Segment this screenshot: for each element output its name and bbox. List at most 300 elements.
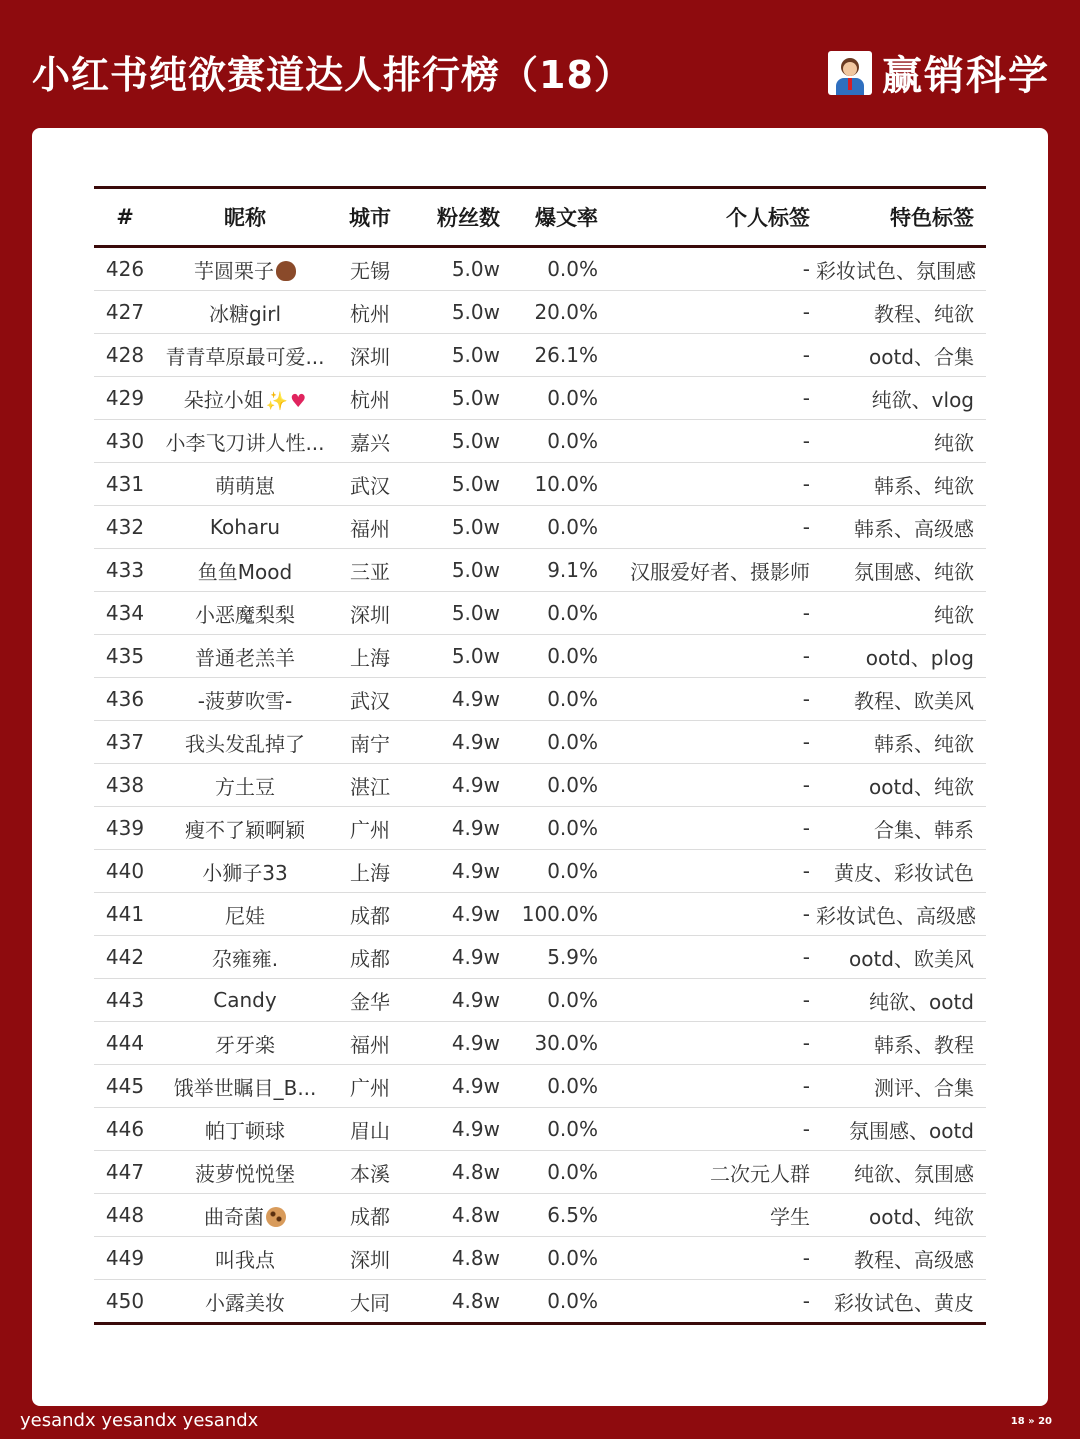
cell-city (334, 1194, 406, 1237)
table-row (94, 592, 986, 635)
cell-personal-tags-text: - (802, 300, 810, 324)
cell-city-text: 成都 (350, 903, 390, 928)
cell-viral-rate-text: 30.0% (534, 1031, 598, 1055)
cell-nickname (156, 764, 334, 807)
table-row (94, 678, 986, 721)
table-row (94, 850, 986, 893)
cell-viral-rate (510, 1237, 606, 1280)
cell-nickname (156, 377, 334, 420)
cell-rank (94, 549, 156, 592)
cell-city-text: 无锡 (350, 258, 390, 283)
cell-city-text: 深圳 (350, 602, 390, 627)
cell-nickname (156, 1065, 334, 1108)
cell-city-text: 嘉兴 (350, 430, 390, 455)
column-header-rank: # (116, 205, 134, 229)
cell-rank-text: 445 (105, 1074, 145, 1098)
cell-rank (94, 1280, 156, 1324)
cell-nickname (156, 592, 334, 635)
cell-viral-rate-text: 0.0% (547, 386, 598, 410)
cell-city-text: 广州 (350, 817, 390, 842)
cell-rank-text: 429 (105, 386, 145, 410)
cell-viral-rate (510, 1108, 606, 1151)
cell-nickname-text: 瘦不了颖啊颖 (185, 817, 305, 842)
cell-viral-rate (510, 936, 606, 979)
cell-rank (94, 764, 156, 807)
table-row (94, 334, 986, 377)
table-row (94, 1108, 986, 1151)
cell-personal-tags (606, 1237, 816, 1280)
cell-fans-text: 4.8w (451, 1289, 500, 1313)
cell-fans-text: 4.9w (451, 988, 500, 1012)
watermark: yesandx yesandx yesandx (20, 1410, 259, 1431)
column-header-feature-tags: 特色标签 (890, 206, 974, 230)
cell-feature-tags-text: 韩系、教程 (874, 1032, 974, 1057)
cell-fans-text: 5.0w (451, 386, 500, 410)
cell-personal-tags-text: - (802, 902, 810, 926)
cell-rank-text: 440 (105, 859, 145, 883)
cell-city (334, 549, 406, 592)
cell-city (334, 420, 406, 463)
cell-city (334, 1065, 406, 1108)
cell-rank-text: 432 (105, 515, 145, 539)
cell-personal-tags (606, 463, 816, 506)
cell-nickname (156, 463, 334, 506)
cell-personal-tags-text: - (802, 429, 810, 453)
cell-rank (94, 1108, 156, 1151)
cell-fans-text: 4.8w (451, 1160, 500, 1184)
cell-viral-rate-text: 0.0% (547, 773, 598, 797)
cell-viral-rate (510, 291, 606, 334)
cell-viral-rate-text: 0.0% (547, 515, 598, 539)
cell-fans (406, 721, 510, 764)
cell-fans (406, 850, 510, 893)
table-row (94, 247, 986, 291)
cell-fans-text: 5.0w (451, 300, 500, 324)
cell-fans-text: 4.9w (451, 730, 500, 754)
cell-feature-tags (816, 377, 986, 420)
cell-rank-text: 435 (105, 644, 145, 668)
cell-rank (94, 721, 156, 764)
cell-rank-text: 448 (105, 1203, 145, 1227)
cell-feature-tags-text: 纯欲、ootd (868, 989, 974, 1014)
table-row (94, 721, 986, 764)
cell-personal-tags (606, 807, 816, 850)
cell-fans (406, 807, 510, 850)
cell-city (334, 850, 406, 893)
cell-rank-text: 449 (105, 1246, 145, 1270)
cell-viral-rate (510, 420, 606, 463)
cell-feature-tags (816, 936, 986, 979)
cell-fans (406, 1065, 510, 1108)
cell-personal-tags (606, 850, 816, 893)
cell-nickname (156, 334, 334, 377)
cell-fans-text: 4.8w (451, 1246, 500, 1270)
cell-city (334, 1108, 406, 1151)
cell-nickname (156, 936, 334, 979)
cell-viral-rate (510, 1194, 606, 1237)
table-row (94, 635, 986, 678)
cell-feature-tags (816, 592, 986, 635)
cell-rank-text: 441 (105, 902, 145, 926)
cell-fans-text: 5.0w (451, 644, 500, 668)
cell-feature-tags (816, 1108, 986, 1151)
cell-personal-tags-text: 汉服爱好者、摄影师 (630, 559, 810, 584)
cell-personal-tags (606, 678, 816, 721)
cell-feature-tags-text: 合集、韩系 (874, 817, 974, 842)
cell-feature-tags (816, 506, 986, 549)
column-header-personal-tags: 个人标签 (726, 206, 810, 230)
cell-nickname-text: 帕丁顿球 (205, 1118, 285, 1143)
cell-viral-rate-text: 6.5% (547, 1203, 598, 1227)
cell-feature-tags-text: 纯欲、vlog (871, 387, 974, 412)
cell-feature-tags (816, 893, 986, 936)
cell-feature-tags (816, 1280, 986, 1324)
cell-nickname-text: 青青草原最可爱... (165, 344, 325, 369)
cell-city (334, 979, 406, 1022)
table-row (94, 1022, 986, 1065)
cell-feature-tags (816, 463, 986, 506)
cell-personal-tags (606, 1022, 816, 1065)
cell-feature-tags-text: 教程、高级感 (854, 1247, 974, 1272)
cell-feature-tags (816, 1237, 986, 1280)
cell-nickname (156, 721, 334, 764)
cell-feature-tags-text: 教程、欧美风 (854, 688, 974, 713)
cell-rank-text: 444 (105, 1031, 145, 1055)
cell-rank-text: 437 (105, 730, 145, 754)
cell-city (334, 592, 406, 635)
table-header-row (94, 188, 986, 247)
cell-viral-rate (510, 247, 606, 291)
cell-nickname-text: 饿举世瞩目_B... (173, 1075, 317, 1100)
cell-city (334, 1237, 406, 1280)
cell-city-text: 大同 (350, 1290, 390, 1315)
cell-viral-rate (510, 377, 606, 420)
cell-fans-text: 4.9w (451, 1117, 500, 1141)
cell-feature-tags-text: 韩系、高级感 (854, 516, 974, 541)
cell-feature-tags-text: ootd、欧美风 (848, 946, 974, 971)
cell-personal-tags (606, 549, 816, 592)
cell-nickname-text: 小恶魔梨梨 (195, 602, 295, 627)
cell-fans (406, 247, 510, 291)
cell-fans (406, 979, 510, 1022)
cell-viral-rate-text: 0.0% (547, 687, 598, 711)
cell-city (334, 377, 406, 420)
table-row (94, 1194, 986, 1237)
cell-nickname (156, 1022, 334, 1065)
cell-fans (406, 1280, 510, 1324)
cell-viral-rate (510, 1022, 606, 1065)
cell-city (334, 678, 406, 721)
cell-nickname (156, 247, 334, 291)
cell-fans-text: 4.8w (451, 1203, 500, 1227)
column-header-nickname: 昵称 (224, 206, 266, 230)
cell-personal-tags (606, 764, 816, 807)
cell-fans-text: 4.9w (451, 816, 500, 840)
cell-personal-tags-text: - (802, 1031, 810, 1055)
cell-viral-rate (510, 764, 606, 807)
cell-feature-tags (816, 1151, 986, 1194)
column-header-city: 城市 (349, 206, 391, 230)
cell-nickname-text: 叫我点 (215, 1247, 275, 1272)
cell-viral-rate-text: 20.0% (534, 300, 598, 324)
cell-nickname-text: 曲奇菌 (204, 1204, 264, 1229)
cell-nickname-text: 尼娃 (225, 903, 265, 928)
cell-personal-tags-text: - (802, 945, 810, 969)
cell-feature-tags-text: 彩妆试色、高级感 (816, 903, 976, 928)
page-indicator: 18 » 20 (1010, 1416, 1052, 1427)
cell-rank-text: 439 (105, 816, 145, 840)
cell-personal-tags-text: - (802, 601, 810, 625)
cell-nickname-text: 方土豆 (215, 774, 275, 799)
cell-fans (406, 549, 510, 592)
cell-rank (94, 420, 156, 463)
cell-nickname-text: 萌萌崽 (215, 473, 275, 498)
cell-nickname (156, 1108, 334, 1151)
cell-viral-rate-text: 0.0% (547, 988, 598, 1012)
cell-fans-text: 5.0w (451, 601, 500, 625)
cell-rank (94, 979, 156, 1022)
cell-fans (406, 678, 510, 721)
cell-feature-tags (816, 334, 986, 377)
cell-rank (94, 377, 156, 420)
table-row (94, 979, 986, 1022)
cell-fans (406, 1194, 510, 1237)
cell-nickname-text: Candy (213, 988, 277, 1012)
cell-nickname (156, 291, 334, 334)
cell-fans (406, 936, 510, 979)
cell-viral-rate (510, 1280, 606, 1324)
cell-fans (406, 463, 510, 506)
table-row (94, 1237, 986, 1280)
table-row (94, 463, 986, 506)
table-row (94, 420, 986, 463)
cell-rank-text: 426 (105, 257, 145, 281)
cell-feature-tags-text: ootd、合集 (868, 344, 974, 369)
cell-personal-tags-text: - (802, 988, 810, 1012)
cell-fans (406, 592, 510, 635)
cell-fans (406, 764, 510, 807)
cell-feature-tags-text: 氛围感、纯欲 (854, 559, 974, 584)
cell-personal-tags (606, 1151, 816, 1194)
cell-nickname-text: 鱼鱼Mood (197, 559, 293, 584)
cell-feature-tags-text: 教程、纯欲 (874, 301, 974, 326)
cell-feature-tags-text: 氛围感、ootd (848, 1118, 974, 1143)
cell-personal-tags-text: - (802, 1289, 810, 1313)
cell-personal-tags (606, 635, 816, 678)
cell-nickname-text: Koharu (209, 515, 281, 539)
cell-fans-text: 5.0w (451, 515, 500, 539)
cell-rank (94, 334, 156, 377)
cell-personal-tags (606, 420, 816, 463)
cell-city-text: 本溪 (350, 1161, 390, 1186)
ranking-table (94, 186, 986, 1325)
cell-fans-text: 5.0w (451, 472, 500, 496)
cell-city (334, 291, 406, 334)
cell-viral-rate-text: 0.0% (547, 859, 598, 883)
cell-personal-tags (606, 592, 816, 635)
cell-city (334, 463, 406, 506)
cell-feature-tags (816, 635, 986, 678)
cell-rank-text: 446 (105, 1117, 145, 1141)
cell-nickname-text: 普通老羔羊 (195, 645, 295, 670)
cell-feature-tags-text: ootd、plog (865, 645, 974, 670)
cell-nickname (156, 1194, 334, 1237)
cell-personal-tags-text: - (802, 1246, 810, 1270)
cell-fans (406, 420, 510, 463)
cell-personal-tags (606, 377, 816, 420)
cell-personal-tags (606, 1280, 816, 1324)
brand-name: 赢销科学 (882, 53, 1050, 99)
cell-rank-text: 442 (105, 945, 145, 969)
cell-rank (94, 893, 156, 936)
cell-personal-tags-text: 学生 (770, 1204, 810, 1229)
cell-personal-tags-text: - (802, 644, 810, 668)
cell-nickname-text: 我头发乱掉了 (185, 731, 305, 756)
cell-city-text: 深圳 (350, 344, 390, 369)
cell-personal-tags-text: - (802, 1074, 810, 1098)
page-title: 小红书纯欲赛道达人排行榜（18） (32, 53, 633, 97)
cell-viral-rate-text: 0.0% (547, 1117, 598, 1141)
sparkle-icon: ✨ (265, 390, 289, 412)
table-row (94, 807, 986, 850)
cell-rank-text: 443 (105, 988, 145, 1012)
cell-city (334, 247, 406, 291)
cell-viral-rate (510, 807, 606, 850)
cell-nickname-text: 小李飞刀讲人性... (165, 430, 325, 455)
cell-fans (406, 1108, 510, 1151)
cell-city-text: 成都 (350, 946, 390, 971)
cell-city-text: 武汉 (350, 473, 390, 498)
cell-city (334, 936, 406, 979)
cell-nickname-text: 朵拉小姐 (183, 387, 264, 412)
cell-fans (406, 1237, 510, 1280)
cell-feature-tags-text: 韩系、纯欲 (874, 473, 974, 498)
cell-personal-tags-text: - (802, 730, 810, 754)
table-row (94, 893, 986, 936)
cell-rank (94, 1194, 156, 1237)
cell-feature-tags-text: 纯欲 (934, 602, 974, 627)
cell-viral-rate (510, 635, 606, 678)
cell-nickname (156, 979, 334, 1022)
cell-viral-rate-text: 0.0% (547, 1289, 598, 1313)
cell-viral-rate (510, 506, 606, 549)
cell-fans-text: 4.9w (451, 687, 500, 711)
cell-fans (406, 377, 510, 420)
cell-viral-rate (510, 979, 606, 1022)
cell-feature-tags-text: 彩妆试色、氛围感 (816, 258, 976, 283)
cell-city (334, 1151, 406, 1194)
cell-nickname (156, 1237, 334, 1280)
cell-rank (94, 1065, 156, 1108)
cell-viral-rate (510, 1065, 606, 1108)
table-row (94, 1280, 986, 1324)
cell-nickname (156, 1280, 334, 1324)
cell-personal-tags (606, 893, 816, 936)
cell-feature-tags (816, 979, 986, 1022)
cell-personal-tags (606, 936, 816, 979)
cell-personal-tags-text: - (802, 386, 810, 410)
cell-nickname-text: 牙牙楽 (215, 1032, 275, 1057)
table-row (94, 764, 986, 807)
cell-personal-tags (606, 1065, 816, 1108)
cell-city (334, 334, 406, 377)
cell-personal-tags-text: - (802, 816, 810, 840)
cell-viral-rate-text: 5.9% (547, 945, 598, 969)
cell-personal-tags (606, 979, 816, 1022)
cell-fans (406, 291, 510, 334)
cell-nickname-text: 菠萝悦悦堡 (195, 1161, 295, 1186)
cell-city-text: 武汉 (350, 688, 390, 713)
cell-city-text: 上海 (350, 860, 390, 885)
cell-city-text: 三亚 (350, 559, 390, 584)
cell-rank (94, 463, 156, 506)
cell-nickname (156, 420, 334, 463)
cell-fans-text: 5.0w (451, 257, 500, 281)
cell-fans (406, 1151, 510, 1194)
cell-feature-tags (816, 420, 986, 463)
table-row (94, 291, 986, 334)
cell-city-text: 杭州 (350, 301, 390, 326)
cell-feature-tags (816, 1194, 986, 1237)
cell-fans (406, 1022, 510, 1065)
cell-feature-tags (816, 291, 986, 334)
cell-viral-rate (510, 334, 606, 377)
cell-viral-rate (510, 1151, 606, 1194)
cell-fans-text: 5.0w (451, 558, 500, 582)
cell-nickname (156, 549, 334, 592)
table-row (94, 936, 986, 979)
cell-rank-text: 434 (105, 601, 145, 625)
cell-personal-tags-text: - (802, 773, 810, 797)
cell-personal-tags-text: - (802, 1117, 810, 1141)
cell-nickname-text: 冰糖girl (208, 301, 282, 326)
cell-feature-tags (816, 850, 986, 893)
cell-city-text: 金华 (350, 989, 390, 1014)
cell-rank (94, 247, 156, 291)
cell-fans (406, 893, 510, 936)
cell-rank-text: 438 (105, 773, 145, 797)
cell-feature-tags (816, 764, 986, 807)
cell-rank-text: 436 (105, 687, 145, 711)
cell-viral-rate-text: 9.1% (547, 558, 598, 582)
cell-nickname (156, 893, 334, 936)
heart-icon: ♥ (290, 390, 307, 412)
cell-feature-tags-text: 彩妆试色、黄皮 (834, 1290, 974, 1315)
cell-viral-rate-text: 0.0% (547, 1074, 598, 1098)
cell-fans-text: 4.9w (451, 773, 500, 797)
brand (828, 44, 1050, 101)
cell-rank-text: 427 (105, 300, 145, 324)
cell-feature-tags-text: 纯欲、氛围感 (854, 1161, 974, 1186)
cell-viral-rate-text: 10.0% (534, 472, 598, 496)
chestnut-icon (276, 261, 296, 281)
cartoon-avatar-icon (828, 51, 872, 95)
cell-fans-text: 4.9w (451, 945, 500, 969)
cell-nickname (156, 807, 334, 850)
cell-rank (94, 635, 156, 678)
cell-fans-text: 5.0w (451, 343, 500, 367)
cell-viral-rate-text: 0.0% (547, 1160, 598, 1184)
cell-nickname-text: 小狮子33 (202, 860, 288, 885)
cell-personal-tags (606, 506, 816, 549)
cell-personal-tags (606, 247, 816, 291)
cell-personal-tags-text: - (802, 472, 810, 496)
cell-fans-text: 4.9w (451, 902, 500, 926)
cell-personal-tags (606, 721, 816, 764)
cell-personal-tags (606, 1108, 816, 1151)
cell-viral-rate-text: 0.0% (547, 730, 598, 754)
cell-feature-tags (816, 1022, 986, 1065)
